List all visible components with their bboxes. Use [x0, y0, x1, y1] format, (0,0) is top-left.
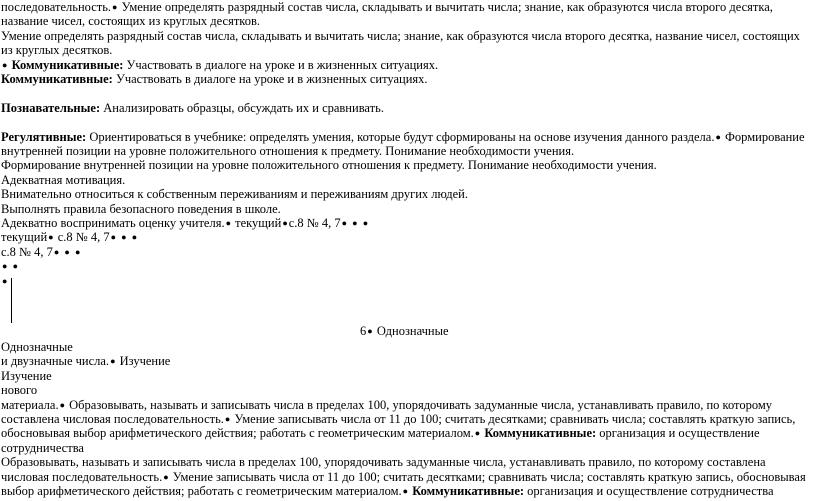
bullet-icon: ●: [110, 356, 116, 367]
paragraph-8: Адекватная мотивация.: [1, 172, 126, 187]
bullet-icon: ●: [474, 428, 481, 439]
lesson-line-6: Образовывать, называть и записывать числа в пределах 100, упорядочивать задуманные числа, устанавливать правило, по которому составлена числовая последовательность.● Умение записывать числа от 11 до 100; считать десятками; сравнивать числа; составлять краткую запись, обосновывая выбор арифметического действия; работать с геометрическим материалом.● Коммуникативные: организация и осуществление сотрудничества: [1, 455, 806, 499]
bullet-icon: ●: [341, 218, 348, 229]
paragraph-9: Внимательно относиться к собственным переживаниям и переживаниям других людей.: [1, 187, 468, 202]
paragraph-2: Умение определять разрядный состав числа, складывать и вычитать числа; знание, как образуются числа второго десятка, название чисел, состоящих из круглых десятков.: [1, 28, 800, 58]
bullet-icon: ●: [352, 218, 358, 229]
paragraph-7: Формирование внутренней позиции на уровне положительного отношения к предмету. Понимание необходимости учения.: [1, 158, 657, 173]
bullet-icon: ●: [715, 131, 721, 142]
paragraph-1: последовательность.● Умение определять разрядный состав числа, складывать и вычитать числа; знание, как образуются числа второго десятка, название чисел, состоящих из круглых десятков.: [1, 0, 773, 29]
paragraph-4: Коммуникативные: Участвовать в диалоге на уроке и в жизненных ситуациях.: [1, 72, 428, 87]
bullet-icon: ●: [163, 471, 169, 482]
bullet-icon: ●: [53, 246, 60, 257]
paragraph-6: Регулятивные: Ориентироваться в учебнике: определять умения, которые будут сформированы на основе изучения данного раздела.● Формирование внутренней позиции на уровне положительного отношения к предмету. Понимание необходимости учения.: [1, 129, 805, 159]
bullet-row: [1, 274, 813, 288]
bullet-icon: ●: [2, 59, 8, 70]
bullet-icon: ●: [2, 275, 8, 286]
vertical-rule: [11, 278, 12, 323]
lesson-line-2: и двузначные числа.● Изучение: [1, 354, 171, 369]
paragraph-13: с.8 № 4, 7● ● ●: [1, 244, 81, 259]
paragraph-3: ● Коммуникативные: Участвовать в диалоге на уроке и в жизненных ситуациях.: [2, 57, 439, 72]
bullet-icon: ●: [131, 232, 138, 243]
bullet-icon: ●: [12, 261, 18, 272]
document-page: [1, 0, 813, 288]
lesson-block: [1, 340, 813, 498]
paragraph-5: Познавательные: Анализировать образцы, обсуждать их и сравнивать.: [1, 100, 384, 115]
lesson-line-4: нового: [1, 383, 38, 398]
bullet-icon: ●: [121, 232, 127, 243]
lesson-line-1: Однозначные: [1, 340, 73, 354]
bullet-icon: ●: [402, 486, 409, 497]
bullet-row: [1, 259, 813, 273]
bullet-icon: ●: [112, 2, 118, 12]
bullet-icon: ●: [59, 399, 66, 410]
paragraph-12: текущий● с.8 № 4, 7● ● ●: [1, 230, 138, 245]
bullet-icon: ●: [225, 218, 232, 229]
bullet-icon: ●: [74, 246, 81, 257]
bullet-icon: ●: [224, 414, 231, 425]
bullet-icon: ●: [367, 326, 373, 336]
paragraph-11: Адекватно воспринимать оценку учителя.● текущий●с.8 № 4, 7● ● ●: [1, 216, 369, 231]
lesson-line-5: материала.● Образовывать, называть и записывать числа в пределах 100, упорядочивать задуманные числа, устанавливать правило, по которому составлена числовая последовательность.● Умение записывать числа от 11 до 100; считать десятками; сравнивать числа; составлять краткую запись, обосновывая выбор арифметического действия; работать с геометрическим материалом.● Коммуникативные: организация и осуществление сотрудничества: [1, 397, 796, 455]
bullet-icon: ●: [110, 232, 117, 243]
bullet-icon: ●: [48, 232, 54, 243]
bullet-icon: ●: [2, 261, 8, 272]
bullet-icon: ●: [282, 218, 288, 229]
lesson-line-3: Изучение: [1, 368, 52, 383]
bullet-icon: ●: [362, 218, 369, 229]
paragraph-10: Выполнять правила безопасного поведения в школе.: [1, 201, 281, 216]
lesson-number: 6● Однозначные: [360, 324, 449, 338]
bullet-icon: ●: [64, 246, 70, 257]
